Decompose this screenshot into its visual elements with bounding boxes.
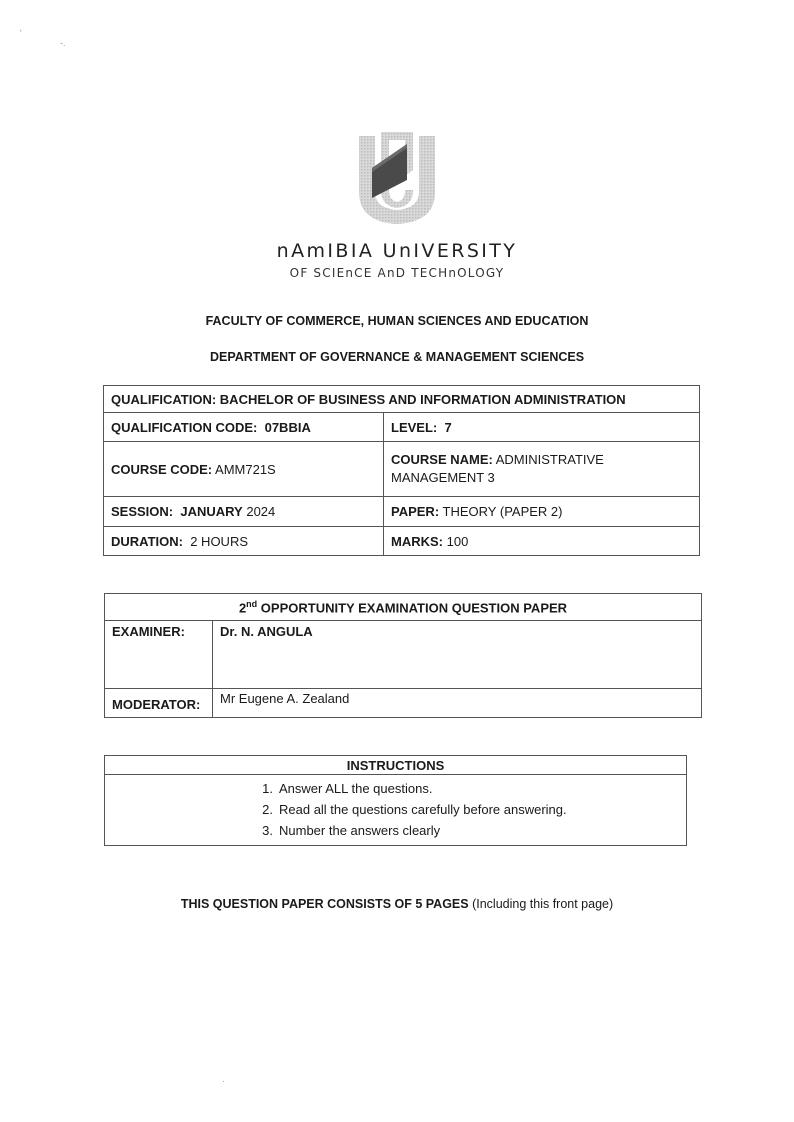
instruction-number: 3. <box>262 823 273 838</box>
course-code-cell <box>104 442 384 497</box>
session-month: JANUARY <box>180 504 243 519</box>
course-name-cell <box>384 442 700 497</box>
faculty-heading: FACULTY OF COMMERCE, HUMAN SCIENCES AND EDUCATION <box>205 314 589 328</box>
paper-label: PAPER: <box>391 504 440 519</box>
session-year: 2024 <box>246 504 276 519</box>
moderator-label: MODERATOR: <box>105 689 213 718</box>
qualification-code-value: 07BBIA <box>264 419 311 435</box>
university-name: nAmIBIA UnIVERSITY <box>276 240 518 262</box>
page-count-note <box>0 897 794 911</box>
instruction-item <box>105 799 686 820</box>
moderator-value: Mr Eugene A. Zealand <box>213 689 702 718</box>
exam-title-prefix: 2 <box>238 600 247 616</box>
duration-value: 2 HOURS <box>190 533 249 549</box>
instruction-item <box>105 778 686 799</box>
instructions-list <box>105 775 686 845</box>
instruction-number: 2. <box>262 802 273 817</box>
qualification-code-label: QUALIFICATION CODE: <box>111 419 258 435</box>
instruction-text: Read all the questions carefully before answering. <box>279 802 567 817</box>
level-value: 7 <box>444 419 452 435</box>
paper-cell <box>384 497 700 527</box>
university-subtitle: OF SCIEnCE AnD TECHnOLOGY <box>289 266 505 280</box>
department-heading: DEPARTMENT OF GOVERNANCE & MANAGEMENT SCIENCES <box>209 350 585 364</box>
course-code-label: COURSE CODE: <box>111 461 213 477</box>
session-label: SESSION: <box>111 504 174 519</box>
level-label: LEVEL: <box>391 419 438 435</box>
course-name-value: ADMINISTRATIVE MANAGEMENT 3 <box>391 452 604 485</box>
duration-label: DURATION: <box>111 533 183 549</box>
level-cell <box>384 413 700 442</box>
instructions-body <box>105 775 687 846</box>
paper-value: THEORY (PAPER 2) <box>442 504 563 519</box>
marks-value: 100 <box>446 533 469 549</box>
qualification-code-cell <box>104 413 384 442</box>
qualification-details-table <box>103 385 700 556</box>
exam-title-rest: OPPORTUNITY EXAMINATION QUESTION PAPER <box>260 600 568 616</box>
page-count-normal: (Including this front page) <box>472 897 614 911</box>
instruction-item <box>105 820 686 841</box>
exam-title-cell <box>105 594 702 621</box>
instruction-text: Number the answers clearly <box>279 823 441 838</box>
qualification-cell: QUALIFICATION: BACHELOR OF BUSINESS AND INFORMATION ADMINISTRATION <box>104 386 700 413</box>
scan-speck: ‐. <box>60 38 66 48</box>
scan-speck: · <box>222 1076 225 1086</box>
instruction-text: Answer ALL the questions. <box>279 781 433 796</box>
duration-cell <box>104 527 384 556</box>
instructions-table <box>104 755 687 846</box>
course-name-label: COURSE NAME: <box>391 452 493 467</box>
marks-label: MARKS: <box>391 533 443 549</box>
page-count-bold: THIS QUESTION PAPER CONSISTS OF 5 PAGES <box>180 897 469 911</box>
exam-title-sup: nd <box>246 598 258 609</box>
nust-shield-logo <box>355 130 439 226</box>
examiner-value: Dr. N. ANGULA <box>213 621 702 689</box>
marks-cell <box>384 527 700 556</box>
session-cell <box>104 497 384 527</box>
examination-table <box>104 593 702 718</box>
examiner-label: EXAMINER: <box>105 621 213 689</box>
course-code-value: AMM721S <box>215 461 276 477</box>
instructions-title: INSTRUCTIONS <box>105 756 687 775</box>
instruction-number: 1. <box>262 781 273 796</box>
scan-speck: ′ <box>20 28 22 38</box>
